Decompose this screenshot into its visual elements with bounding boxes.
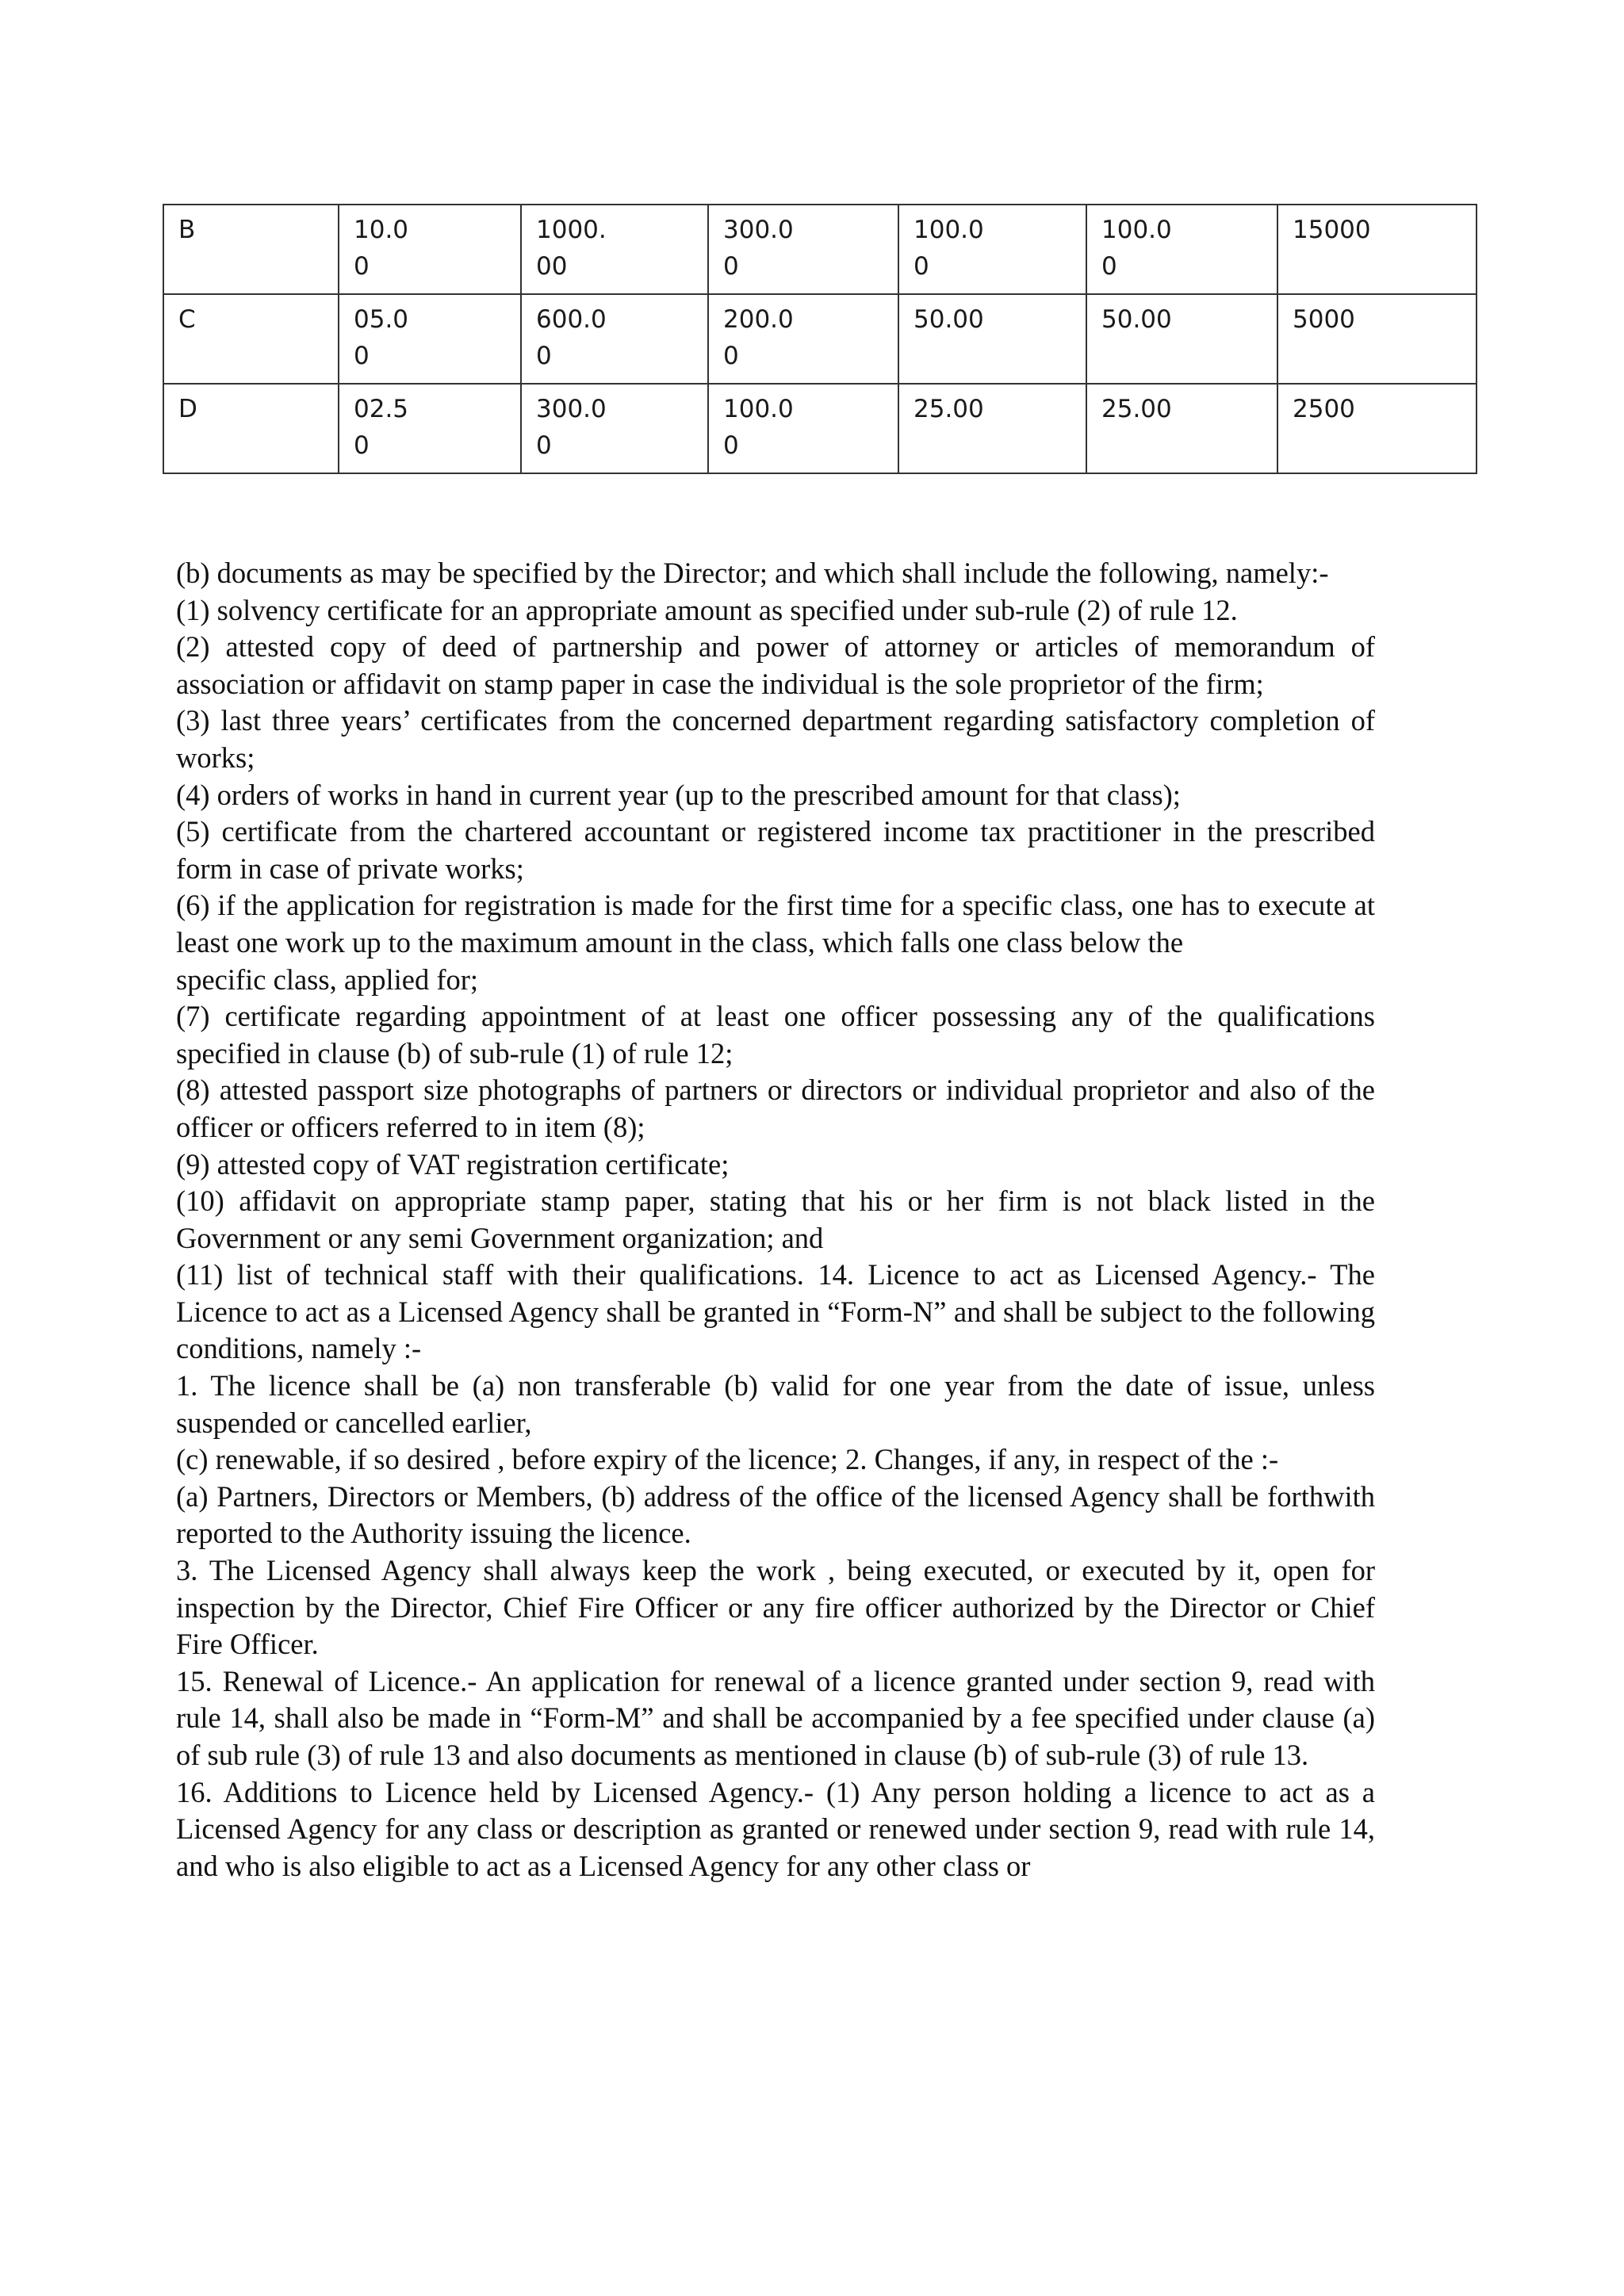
paragraph-item-6-cont: specific class, applied for; (176, 962, 479, 996)
paragraph-item-8: (8) attested passport size photographs of partners or directors or individual proprietor and also of the officer or officers referred to in item (8); (176, 1073, 1375, 1143)
table-row (163, 294, 1477, 384)
paragraph-item-11-rule-14: (11) list of technical staff with their qualifications. 14. Licence to act as Licensed Agency.- The Licence to act as a Licensed Agency shall be granted in “Form-N” and shall be subject to the following conditions, namely :- (176, 1258, 1375, 1365)
table-cell: 100.0 0 (898, 205, 1086, 294)
table-cell: 5000 (1277, 294, 1477, 384)
fee-table (163, 204, 1477, 474)
table-cell: 05.0 0 (339, 294, 521, 384)
paragraph-item-4: (4) orders of works in hand in current year (up to the prescribed amount for that class); (176, 778, 1181, 811)
table-cell: 300.0 0 (521, 384, 708, 473)
paragraph-item-9: (9) attested copy of VAT registration certificate; (176, 1147, 730, 1181)
table-cell: 600.0 0 (521, 294, 708, 384)
paragraph-item-7: (7) certificate regarding appointment of at least one officer possessing any of the qualifications specified in clause (b) of sub-rule (1) of rule 12; (176, 1000, 1375, 1070)
paragraph-item-5: (5) certificate from the chartered accountant or registered income tax practitioner in the prescribed form in case of private works; (176, 815, 1375, 885)
table-cell: 100.0 0 (708, 384, 898, 473)
paragraph-item-6: (6) if the application for registration is made for the first time for a specific class, one has to execute at least one work up to the maximum amount in the class, which falls one class below the (176, 889, 1375, 959)
table-cell: 25.00 (1086, 384, 1277, 473)
paragraph-item-2: (2) attested copy of deed of partnership and power of attorney or articles of memorandum of association or affidavit on stamp paper in case the individual is the sole proprietor of the firm; (176, 630, 1375, 700)
table-cell: 50.00 (898, 294, 1086, 384)
paragraph-condition-1c-2: (c) renewable, if so desired , before expiry of the licence; 2. Changes, if any, in respect of the :- (176, 1443, 1279, 1476)
paragraph-documents-intro: (b) documents as may be specified by the Director; and which shall include the following, namely:- (176, 557, 1329, 589)
table-cell: 300.0 0 (708, 205, 898, 294)
table-cell: 02.5 0 (339, 384, 521, 473)
paragraph-rule-15: 15. Renewal of Licence.- An application for renewal of a licence granted under section 9, read with rule 14, shall also be made in “Form-M” and shall be accompanied by a fee specified under clause (a) of sub rule (3) of rule 13 and also documents as mentioned in clause (b) of sub-rule (3) of rule 13. (176, 1664, 1375, 1771)
table-cell: 50.00 (1086, 294, 1277, 384)
table-row (163, 205, 1477, 294)
paragraph-condition-2a: (a) Partners, Directors or Members, (b) address of the office of the licensed Agency shall be forthwith reported to the Authority issuing the licence. (176, 1479, 1375, 1550)
table-cell-class: B (163, 205, 339, 294)
paragraph-rule-16: 16. Additions to Licence held by Licensed Agency.- (1) Any person holding a licence to act as a Licensed Agency for any class or description as granted or renewed under section 9, read with rule 14, and who is also eligible to act as a Licensed Agency for any other class or (176, 1775, 1375, 1882)
paragraph-condition-3: 3. The Licensed Agency shall always keep the work , being executed, or executed by it, open for inspection by the Director, Chief Fire Officer or any fire officer authorized by the Director or Chief Fire Officer. (176, 1554, 1375, 1661)
paragraph-item-10: (10) affidavit on appropriate stamp paper, stating that his or her firm is not black listed in the Government or any semi Government organization; and (176, 1184, 1375, 1254)
table-cell: 200.0 0 (708, 294, 898, 384)
table-cell: 2500 (1277, 384, 1477, 473)
table-cell: 25.00 (898, 384, 1086, 473)
paragraph-condition-1: 1. The licence shall be (a) non transferable (b) valid for one year from the date of issue, unless suspended or cancelled earlier, (176, 1369, 1375, 1439)
paragraph-item-3: (3) last three years’ certificates from the concerned department regarding satisfactory completion of works; (176, 704, 1375, 774)
table-cell: 15000 (1277, 205, 1477, 294)
table-cell: 10.0 0 (339, 205, 521, 294)
table-row (163, 384, 1477, 473)
body-text (176, 555, 1375, 1885)
table-cell: 1000. 00 (521, 205, 708, 294)
table-cell-class: D (163, 384, 339, 473)
table-cell-class: C (163, 294, 339, 384)
paragraph-item-1: (1) solvency certificate for an appropriate amount as specified under sub-rule (2) of rule 12. (176, 593, 1238, 626)
table-cell: 100.0 0 (1086, 205, 1277, 294)
